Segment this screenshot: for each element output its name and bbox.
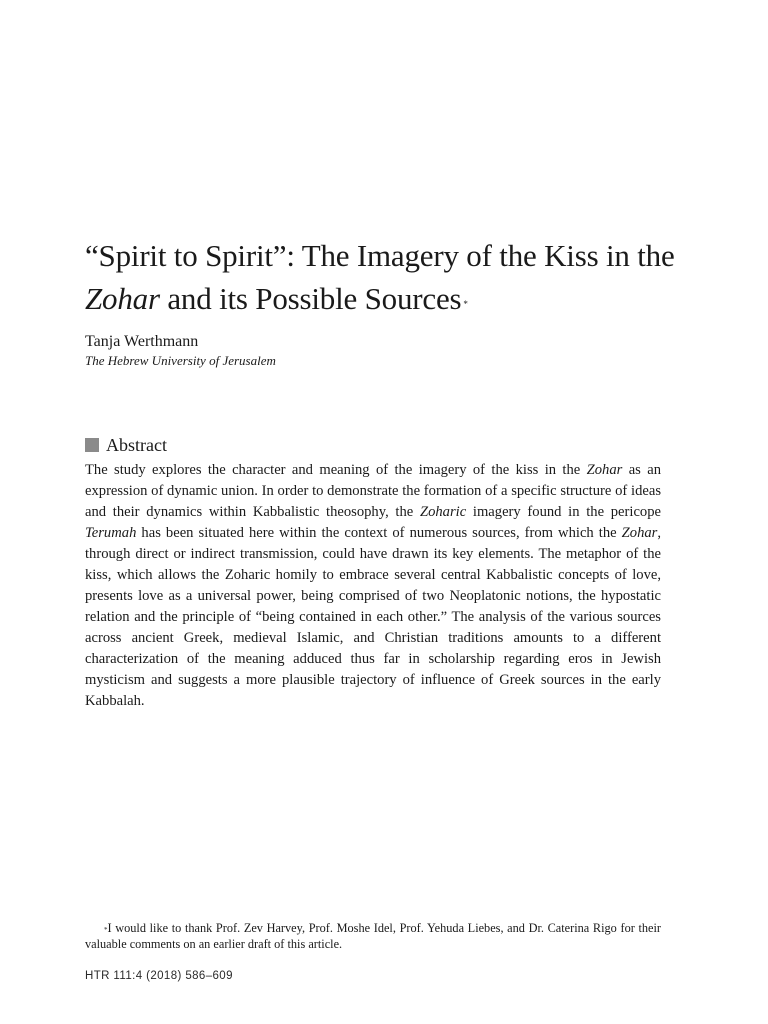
abstract-text: has been situated here within the context of numerous sources, from which the <box>136 525 622 541</box>
abstract-heading <box>85 433 167 457</box>
abstract-italic-term: Zohar <box>586 462 623 478</box>
title-text-start: “Spirit to Spirit”: The Imagery of the Kiss in the <box>85 238 675 273</box>
abstract-text: , through direct or indirect transmission, could have drawn its key elements. The metaphor of the kiss, which allows the Zoharic homily to embrace several central Kabbalistic concepts of love, presents love as a universal power, being comprised of two Neoplatonic notions, the hypostatic relation and the principle of “being contained in each other.” The analysis of the various sources across ancient Greek, medieval Islamic, and Christian traditions amounts to a different characterization of the meaning adduced thus far in scholarship regarding eros in Jewish mysticism and suggests a more plausible trajectory of influence of Greek sources in the early Kabbalah. <box>85 525 661 709</box>
abstract-italic-term: Terumah <box>85 525 137 541</box>
abstract-italic-term: Zoharic <box>419 504 467 520</box>
abstract-body <box>85 460 661 712</box>
article-title <box>85 234 705 320</box>
abstract-text: The study explores the character and meaning of the imagery of the kiss in the <box>85 462 587 478</box>
author-affiliation: The Hebrew University of Jerusalem <box>85 353 276 368</box>
title-footnote-mark[interactable]: * <box>463 299 468 309</box>
journal-citation: HTR 111:4 (2018) 586–609 <box>85 970 233 982</box>
title-italic-zohar: Zohar <box>85 281 160 316</box>
abstract-text: imagery found in the pericope <box>466 504 661 520</box>
author-name: Tanja Werthmann <box>85 333 199 350</box>
footnote-mark: * <box>104 926 108 934</box>
footnote-text: I would like to thank Prof. Zev Harvey, Prof. Moshe Idel, Prof. Yehuda Liebes, and Dr. Caterina Rigo for their valuable comments on an earlier draft of this article. <box>85 921 661 951</box>
footnote <box>85 920 661 952</box>
abstract-text: as an expression of dynamic union. In order to demonstrate the formation of a specific structure of ideas and their dynamics within Kabbalistic theosophy, the <box>85 462 662 520</box>
square-bullet-icon <box>85 438 99 452</box>
title-text-end: and its Possible Sources <box>159 281 462 316</box>
abstract-italic-term: Zohar <box>621 525 658 541</box>
abstract-heading-label: Abstract <box>106 435 167 455</box>
